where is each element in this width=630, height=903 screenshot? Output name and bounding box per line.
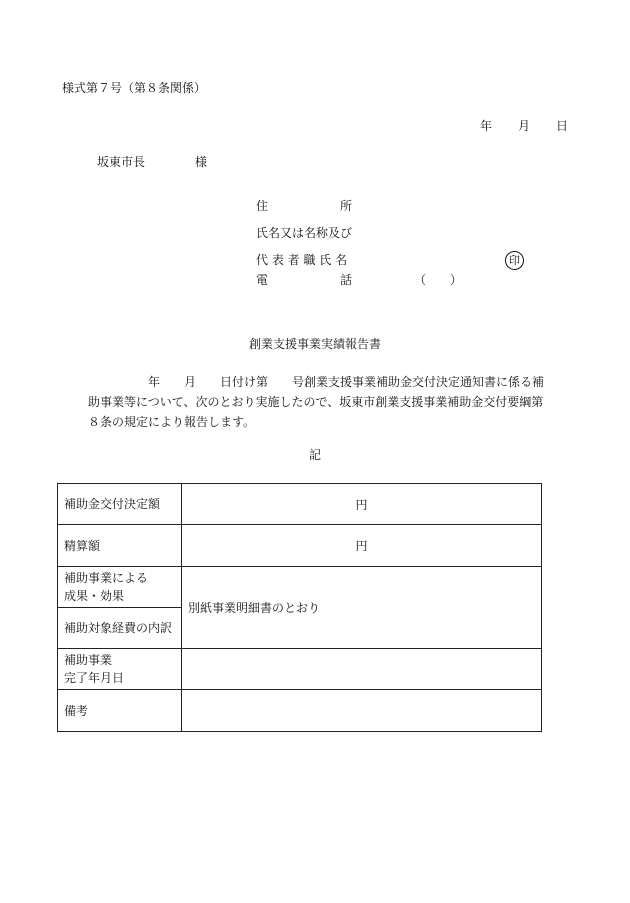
document-title: 創業支援事業実績報告書 xyxy=(248,337,381,351)
phone-paren: （ ） xyxy=(414,273,463,287)
table-row xyxy=(58,525,542,567)
applicant-block xyxy=(256,198,536,299)
name-label: 氏名又は名称及び xyxy=(256,226,353,240)
addressee-honorific: 様 xyxy=(195,155,208,169)
report-table xyxy=(57,483,542,732)
seal-mark-icon: 印 xyxy=(505,251,524,270)
date-year: 年 xyxy=(480,119,493,133)
row-label-line: 補助事業 xyxy=(64,653,113,667)
row-label xyxy=(58,649,182,690)
phone-row xyxy=(256,272,536,299)
table-row xyxy=(58,649,542,690)
document-body: 年 月 日付け第 号創業支援事業補助金交付決定通知書に係る補助事業等について、次のとおり実施したので、坂東市創業支援事業補助金交付要綱第８条の規定により報告します。 xyxy=(88,375,545,429)
row-label-line: 成果・効果 xyxy=(64,589,125,603)
date-day: 日 xyxy=(556,119,569,133)
table-row xyxy=(58,567,542,608)
date-month: 月 xyxy=(518,119,531,133)
row-value xyxy=(182,690,542,732)
row-label-line: 完了年月日 xyxy=(64,671,125,685)
phone-label-b: 話 xyxy=(340,273,353,287)
table-row xyxy=(58,484,542,525)
row-value: 円 xyxy=(182,484,542,525)
form-number: 様式第７号（第８条関係） xyxy=(62,81,207,95)
address-row xyxy=(256,198,536,225)
row-label xyxy=(58,567,182,608)
row-label: 補助対象経費の内訳 xyxy=(58,608,182,649)
addressee xyxy=(97,154,207,170)
row-value xyxy=(182,649,542,690)
ki-heading: 記 xyxy=(308,448,321,462)
phone-label-a: 電 xyxy=(256,273,269,287)
row-value: 別紙事業明細書のとおり xyxy=(182,567,542,649)
name-row xyxy=(256,225,536,252)
row-label: 精算額 xyxy=(58,525,182,567)
row-value: 円 xyxy=(182,525,542,567)
date-line xyxy=(480,118,568,134)
address-label-b: 所 xyxy=(340,199,353,213)
row-label-line: 補助事業による xyxy=(64,571,149,585)
addressee-name: 坂東市長 xyxy=(97,155,146,169)
row-label: 補助金交付決定額 xyxy=(58,484,182,525)
representative-label: 代 表 者 職 氏 名 xyxy=(256,253,348,267)
row-label: 備考 xyxy=(58,690,182,732)
address-label-a: 住 xyxy=(256,199,269,213)
representative-row xyxy=(256,252,536,272)
table-row xyxy=(58,690,542,732)
